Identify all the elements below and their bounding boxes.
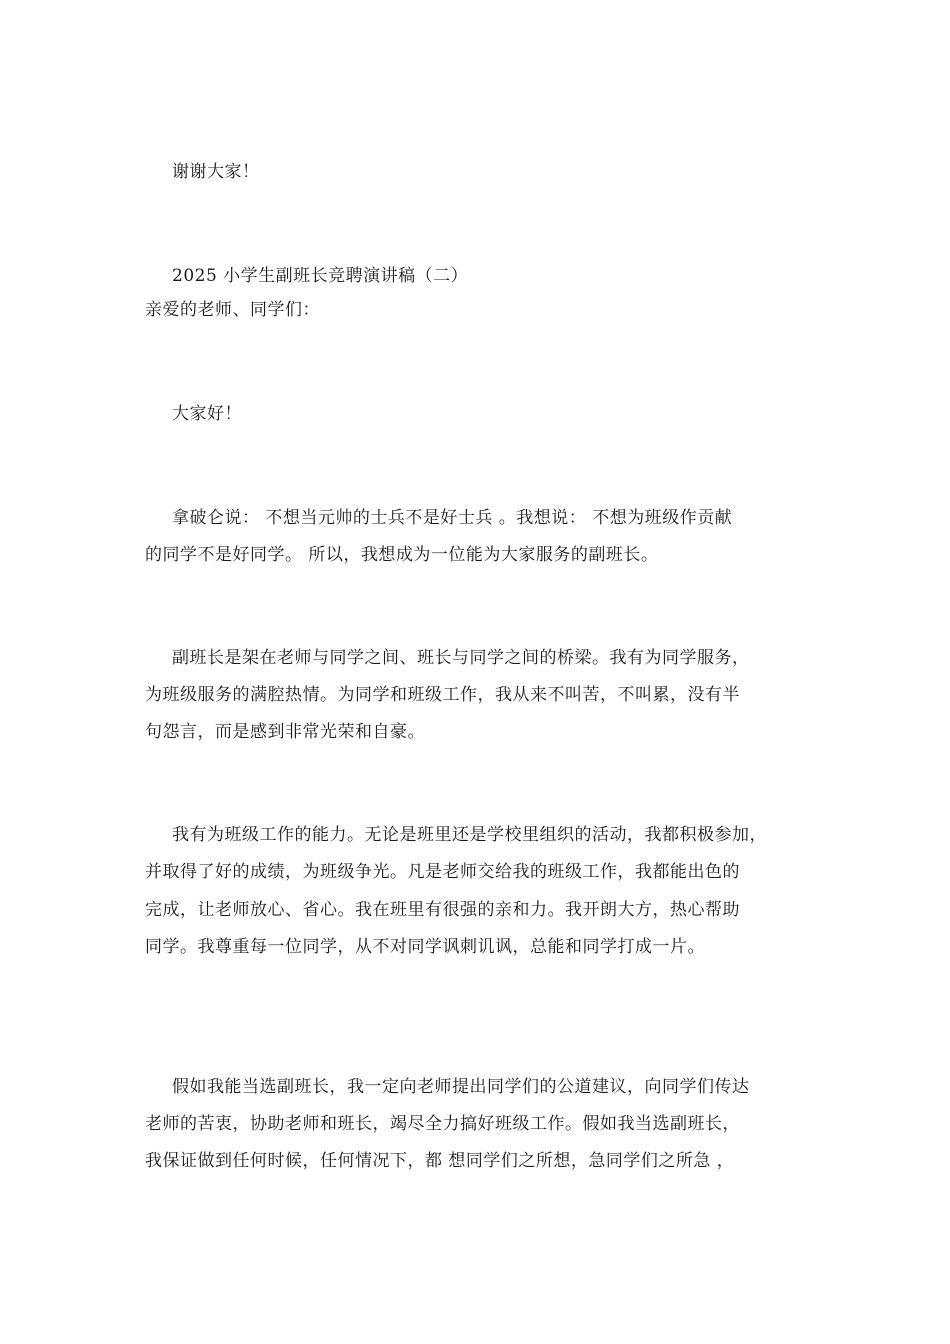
paragraph-line: 为班级服务的满腔热情。为同学和班级工作，我从来不叫苦，不叫累，没有半 [145,685,740,705]
greeting: 大家好！ [172,404,242,424]
section-title: 2025 小学生副班长竞聘演讲稿（二） [172,266,469,286]
paragraph-line: 完成，让老师放心、省心。我在班里有很强的亲和力。我开朗大方，热心帮助 [145,900,740,920]
closing-line: 谢谢大家！ [172,162,260,182]
paragraph-line: 副班长是架在老师与同学之间、班长与同学之间的桥梁。我有为同学服务， [172,648,750,668]
paragraph-line: 的同学不是好同学。 所以，我想成为一位能为大家服务的副班长。 [145,545,659,565]
paragraph-line: 拿破仑说： 不想当元帅的士兵不是好士兵 。我想说： 不想为班级作贡献 [172,508,733,528]
paragraph-line: 老师的苦衷，协助老师和班长，竭尽全力搞好班级工作。假如我当选副班长， [145,1114,740,1134]
paragraph-line: 我有为班级工作的能力。无论是班里还是学校里组织的活动，我都积极参加， [172,825,767,845]
salutation: 亲爱的老师、同学们： [145,300,320,320]
paragraph-line: 句怨言，而是感到非常光荣和自豪。 [145,722,425,742]
paragraph-line: 假如我能当选副班长，我一定向老师提出同学们的公道建议，向同学们传达 [172,1077,750,1097]
paragraph-line: 并取得了好的成绩，为班级争光。凡是老师交给我的班级工作，我都能出色的 [145,862,740,882]
paragraph-line: 同学。我尊重每一位同学，从不对同学讽刺讥讽，总能和同学打成一片。 [145,937,705,957]
paragraph-line: 我保证做到任何时候，任何情况下，都 想同学们之所想，急同学们之所急 ， [145,1151,735,1171]
